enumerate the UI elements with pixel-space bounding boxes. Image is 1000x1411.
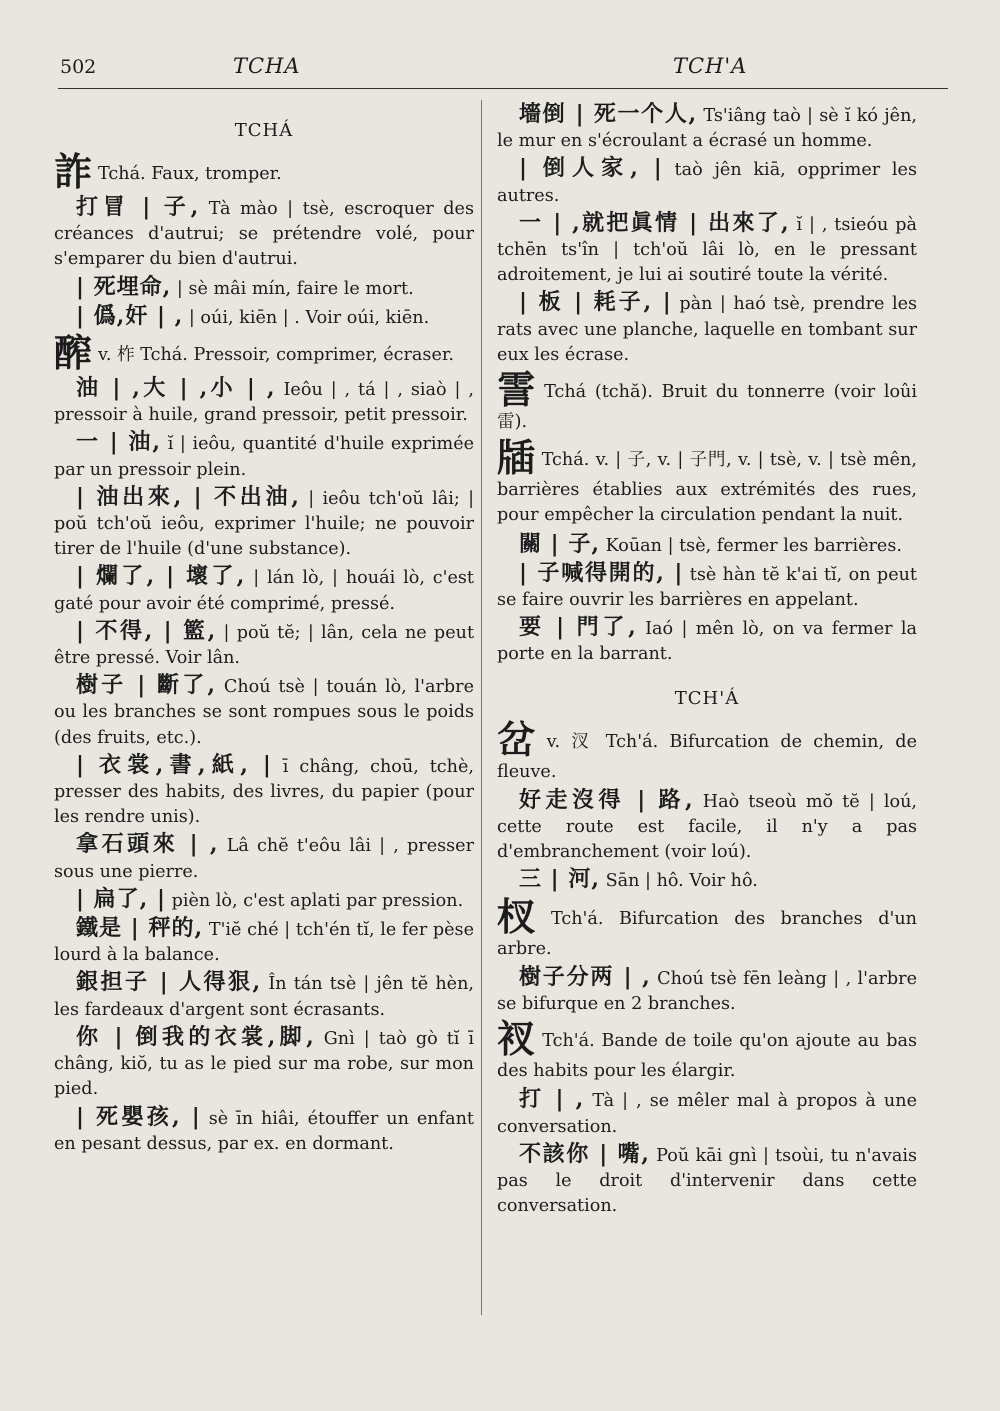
chinese-phrase: | 倒人家, | [519, 155, 663, 182]
definition-text: Lâ chĕ t'eôu lâi | , presser sous une pierre. [54, 836, 475, 882]
definition-text: În tán tsè | jên tĕ hèn, les fardeaux d'argent sont écrasants. [54, 974, 475, 1020]
definition-text: Koūan | tsè, fermer les barrières. [605, 535, 902, 556]
chinese-phrase: 你 | 倒我的衣裳,脚, [76, 1023, 315, 1050]
definition-text: | ieôu tch'oŭ lâi; | poŭ tch'oŭ ieôu, exprimer l'huile; ne pouvoir tirer de l'huile (d'une substance). [54, 488, 474, 560]
definition-text: | poŭ tĕ; | lân, cela ne peut être pressé. Voir lân. [54, 622, 475, 669]
section-heading-tch-a: TCH'Á [674, 687, 740, 709]
example-entry [497, 102, 917, 154]
example-entry [497, 156, 917, 208]
headword-character: 岔 [497, 716, 541, 762]
example-entry [54, 430, 474, 482]
definition-text: Gnì | taò gò tĭ ī châng, kiŏ, tu as le pied sur ma robe, sur mon pied. [54, 1028, 475, 1100]
left-entries [54, 149, 475, 1157]
definition-text: Tchá (tchă). Bruit du tonnerre (voir loûi 雷). [497, 382, 917, 433]
definition-text: T'iĕ ché | tch'én tĭ, le fer pèse lourd à la balance. [54, 920, 474, 966]
headword-entry [497, 367, 917, 435]
example-entry [497, 211, 917, 289]
definition-text: tsè hàn tĕ k'ai tĭ, on peut se faire ouvrir les barrières en appelant. [497, 564, 918, 611]
example-entry [54, 887, 474, 914]
column-divider [481, 100, 482, 1315]
definition-text: Tchá. Faux, tromper. [98, 164, 282, 184]
example-entry [54, 916, 474, 968]
chinese-phrase: | 僞,奸 | , [76, 302, 184, 329]
chinese-phrase: 一 | 油, [76, 429, 162, 456]
right-entries-2 [497, 716, 918, 1220]
headword-character: 牐 [497, 435, 536, 481]
definition-text: sè īn hiâi, étouffer un enfant en pesant dessus, par ex. en dormant. [54, 1108, 474, 1154]
definition-text: Ts'iâng taò | sè ĭ kó jên, le mur en s'écroulant a écrasé un homme. [497, 106, 918, 152]
example-entry [54, 195, 474, 273]
chinese-phrase: 一 | ,就把眞情 | 出來了, [519, 209, 790, 236]
chinese-phrase: 好走沒得 | 路, [519, 786, 694, 813]
definition-text: Tà | , se mêler mal à propos à une conversation. [497, 1091, 918, 1137]
chinese-phrase: | 扁了, | [76, 885, 166, 912]
headword-entry [54, 330, 474, 376]
definition-text: pièn lò, c'est aplati par pression. [171, 890, 464, 911]
page-header [58, 48, 948, 89]
chinese-phrase: 樹子 | 斷了, [76, 672, 217, 699]
definition-text: Poŭ kāi gnì | tsoùi, tu n'avais pas le droit d'intervenir dans cette conversation. [497, 1145, 917, 1217]
definition-text: | oúi, kiēn | . Voir oúi, kiēn. [188, 307, 430, 328]
chinese-phrase: | 油出來, | 不出油, [76, 483, 300, 510]
example-entry [497, 1142, 917, 1220]
headword-entry [54, 149, 474, 194]
definition-text: Tch'á. Bifurcation des branches d'un arbre. [497, 908, 917, 959]
definition-text: Tchá. v. | 子, v. | 子門, v. | tsè, v. | tsè mên, barrières établies aux extrémités des rues, pour empêcher la circulation pendant la nuit. [497, 450, 917, 526]
example-entry [54, 1025, 474, 1103]
definition-text: Choú tsè | touán lò, l'arbre ou les branches se sont rompues sous le poids (des fruits, etc.). [54, 677, 474, 748]
example-entry [497, 867, 917, 894]
chinese-phrase: 不該你 | 嘴, [519, 1140, 650, 1167]
example-entry [54, 564, 474, 616]
definition-text: Tà mào | tsè, escroquer des créances d'autrui; se prétendre volé, pour s'emparer du bien d'autrui. [54, 199, 474, 270]
chinese-phrase: 銀担子 | 人得狠, [76, 969, 262, 996]
chinese-phrase: | 死埋命, [76, 273, 172, 300]
chinese-phrase: 關 | 子, [519, 530, 600, 557]
headword-entry [497, 1016, 917, 1084]
chinese-phrase: 三 | 河, [519, 866, 600, 893]
headword-character: 杈 [497, 893, 545, 939]
definition-text: v. 汊 Tch'á. Bifurcation de chemin, de fleuve. [497, 731, 917, 782]
example-entry [54, 619, 474, 671]
example-entry [497, 561, 917, 613]
chinese-phrase: 打冒 | 子, [76, 194, 200, 220]
definition-text: Ieôu | , tá | , siaò | , pressoir à huile, grand pressoir, petit pressoir. [54, 380, 474, 426]
chinese-phrase: | 爛了, | 壞了, [76, 563, 246, 590]
example-entry [54, 1105, 474, 1157]
headword-entry [497, 435, 917, 528]
left-running-head: TCHA [233, 54, 301, 78]
chinese-phrase: 油 | ,大 | ,小 | , [76, 375, 276, 402]
example-entry [54, 673, 474, 751]
definition-text: Tch'á. Bande de toile qu'on ajoute au bas des habits pour les élargir. [497, 1031, 917, 1082]
headword-character: 衩 [497, 1016, 537, 1062]
chinese-phrase: | 死嬰孩, | [76, 1103, 201, 1130]
example-entry [54, 275, 474, 302]
example-entry [497, 615, 917, 667]
chinese-phrase: 樹子分两 | , [519, 963, 651, 990]
headword-entry [497, 893, 917, 962]
headword-character: 霅 [497, 367, 539, 413]
page-number: 502 [60, 56, 97, 78]
chinese-phrase: | 不得, | 籃, [76, 617, 217, 644]
example-entry [497, 1087, 917, 1139]
example-entry [54, 376, 474, 428]
definition-text: v. 柞 Tchá. Pressoir, comprimer, écraser. [98, 345, 454, 366]
chinese-phrase: 要 | 門了, [519, 614, 637, 641]
definition-text: ĭ | , tsieóu pà tchēn ts'în | tch'oŭ lâi lò, en le pressant adroitement, je lui ai soutiré toute la vérité. [497, 214, 917, 286]
definition-text: taò jên kiā, opprimer les autres. [497, 160, 918, 206]
example-entry [54, 970, 474, 1022]
chinese-phrase: 打 | , [519, 1086, 585, 1113]
headword-character: 詐 [54, 149, 93, 194]
section-heading-tcha: TCHÁ [234, 120, 294, 141]
chinese-phrase: | 衣裳,書,紙, | [76, 751, 272, 778]
right-column [497, 102, 917, 1222]
example-entry [497, 965, 917, 1017]
definition-text: Sān | hô. Voir hô. [605, 871, 758, 892]
right-entries [497, 102, 917, 668]
example-entry [54, 753, 474, 831]
example-entry [497, 290, 917, 368]
chinese-phrase: | 子喊得開的, | [519, 559, 684, 586]
headword-character: 醡 [54, 330, 93, 376]
definition-text: pàn | haó tsè, prendre les rats avec une planche, laquelle en tombant sur eux les écrase. [497, 294, 918, 365]
example-entry [54, 304, 474, 331]
chinese-phrase: 墻倒 | 死一个人, [519, 101, 698, 127]
headword-entry [497, 716, 917, 785]
definition-text: Haò tseoù mŏ tĕ | loú, cette route est facile, il n'y a pas d'embranchement (voir loú). [497, 791, 918, 863]
right-running-head: TCH'A [673, 54, 748, 78]
chinese-phrase: 鐵是 | 秤的, [76, 915, 204, 942]
chinese-phrase: 拿石頭來 | , [76, 831, 219, 858]
definition-text: ī châng, choū, tchè, presser des habits, des livres, du papier (pour les rendre unis). [54, 756, 474, 828]
definition-text: Iaó | mên lò, on va fermer la porte en la barrant. [497, 619, 918, 665]
definition-text: Choú tsè fēn leàng | , l'arbre se bifurque en 2 branches. [497, 968, 917, 1015]
left-column [54, 102, 474, 1159]
chinese-phrase: | 板 | 耗子, | [519, 289, 672, 316]
example-entry [54, 485, 474, 563]
definition-text: | sè mâi mín, faire le mort. [176, 278, 414, 299]
example-entry [497, 532, 917, 559]
definition-text: | lán lò, | houái lò, c'est gaté pour avoir été comprimé, pressé. [54, 568, 474, 614]
example-entry [497, 788, 917, 866]
definition-text: ĭ | ieôu, quantité d'huile exprimée par un pressoir plein. [54, 434, 475, 480]
example-entry [54, 832, 474, 884]
